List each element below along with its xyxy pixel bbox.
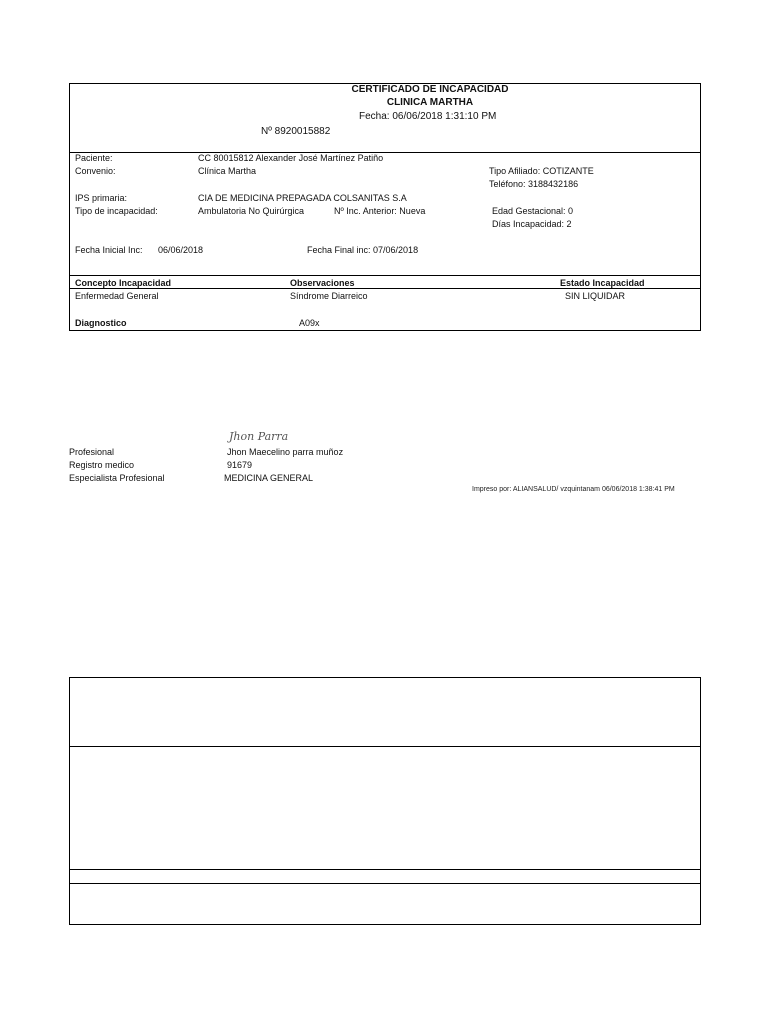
row-concepto: Enfermedad General (75, 291, 159, 301)
header-divider (69, 152, 701, 153)
tipo-afiliado: Tipo Afiliado: COTIZANTE (489, 166, 594, 176)
header-observaciones: Observaciones (290, 278, 355, 288)
row-estado: SIN LIQUIDAR (565, 291, 626, 301)
lower-divider-3 (69, 883, 701, 884)
date-label: Fecha: (359, 111, 390, 122)
clinic-name: CLINICA MARTHA (386, 97, 474, 108)
tipo-incapacidad-value: Ambulatoria No Quirúrgica (198, 206, 305, 216)
telefono: Teléfono: 3188432186 (489, 179, 579, 189)
ips-value: CIA DE MEDICINA PREPAGADA COLSANITAS S.A (198, 193, 407, 203)
printed-by: Impreso por: ALIANSALUD/ vzquintanam 06/06/2018 1:38:41 PM (472, 486, 675, 493)
registro-label: Registro medico (69, 460, 135, 470)
profesional-value: Jhon Maecelino parra muñoz (227, 447, 344, 457)
number-value: 8920015882 (274, 126, 331, 137)
ips-label: IPS primaria: (75, 193, 128, 203)
convenio-label: Convenio: (75, 166, 116, 176)
fecha-inicial-label: Fecha Inicial Inc: (75, 245, 143, 255)
convenio-value: Clínica Martha (198, 166, 257, 176)
row-observaciones: Síndrome Diarreico (290, 291, 368, 301)
diagnostico-label: Diagnostico (75, 318, 127, 328)
paciente-value: CC 80015812 Alexander José Martínez Patiño (198, 153, 384, 163)
certificate-number (261, 127, 330, 137)
tipo-incapacidad-label: Tipo de incapacidad: (75, 206, 158, 216)
table-header-line (69, 288, 701, 289)
fecha-inicial-value: 06/06/2018 (158, 245, 204, 255)
number-label: Nº (261, 126, 272, 137)
especialista-value: MEDICINA GENERAL (224, 473, 314, 483)
lower-divider-1 (69, 746, 701, 747)
paciente-label: Paciente: (75, 153, 113, 163)
lower-divider-2 (69, 869, 701, 870)
registro-value: 91679 (227, 460, 253, 470)
especialista-label: Especialista Profesional (69, 473, 165, 483)
profesional-label: Profesional (69, 447, 115, 457)
dias-incapacidad: Días Incapacidad: 2 (492, 219, 572, 229)
date-value: 06/06/2018 1:31:10 PM (392, 111, 497, 122)
header-estado: Estado Incapacidad (560, 278, 645, 288)
certificate-date (359, 112, 496, 122)
signature: Jhon Parra (229, 430, 289, 443)
table-top-line (69, 275, 701, 276)
lower-box (69, 677, 701, 925)
certificate-title: CERTIFICADO DE INCAPACIDAD (351, 84, 509, 95)
fecha-final: Fecha Final inc: 07/06/2018 (307, 245, 419, 255)
header-concepto: Concepto Incapacidad (75, 278, 172, 288)
edad-gestacional: Edad Gestacional: 0 (492, 206, 574, 216)
diagnostico-value: A09x (299, 318, 320, 328)
inc-anterior: Nº Inc. Anterior: Nueva (334, 206, 426, 216)
